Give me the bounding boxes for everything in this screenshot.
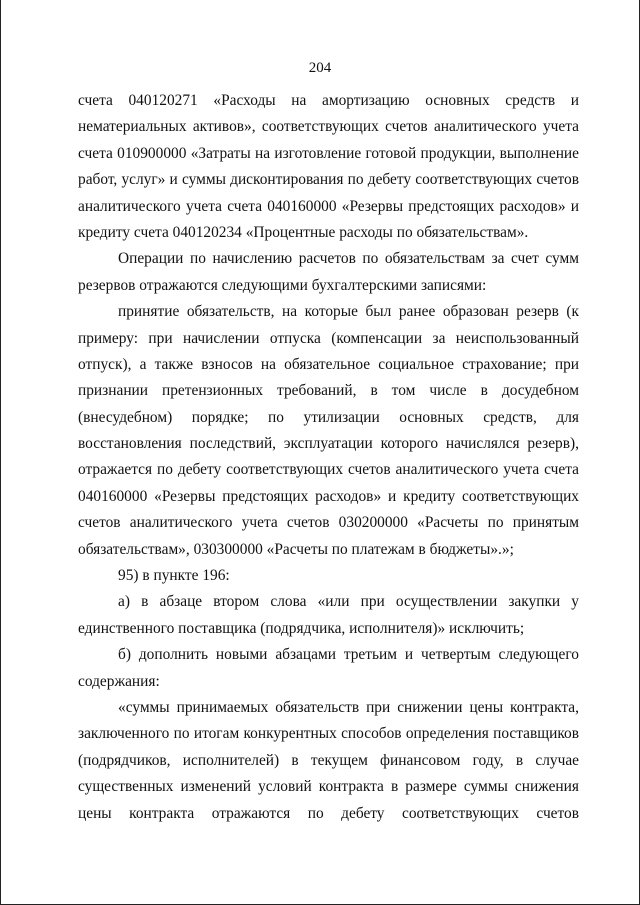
text-line: существенных изменений условий контракта в размере суммы снижения	[78, 778, 579, 796]
text-line: «суммы принимаемых обязательств при снижении цены контракта,	[118, 698, 579, 716]
text-line: счета 040120271 «Расходы на амортизацию основных средств и	[78, 92, 579, 109]
text-line: отражается по дебету соответствующих счетов аналитического учета счета	[78, 461, 579, 479]
text-line: (внесудебном) порядке; по утилизации основных средств, для	[78, 408, 579, 426]
text-line: 040160000 «Резервы предстоящих расходов» и кредиту соответствующих	[78, 487, 579, 505]
text-line: аналитического учета счета 040160000 «Резервы предстоящих расходов» и	[78, 197, 579, 215]
text-line: обязательствам», 030300000 «Расчеты по платежам в бюджеты».»;	[78, 540, 514, 558]
text-line: 95) в пункте 196:	[118, 567, 230, 585]
text-line: восстановления последствий, эксплуатации которого начислялся резерв),	[78, 435, 579, 453]
text-line: единственного поставщика (подрядчика, исполнителя)» исключить;	[78, 619, 525, 637]
text-line: счетов аналитического учета счетов 030200000 «Расчеты по принятым	[78, 514, 579, 532]
text-line: примеру: при начислении отпуска (компенсации за неиспользованный	[78, 329, 579, 347]
document-body	[78, 88, 579, 827]
text-line: (подрядчиков, исполнителей) в текущем финансовом году, в случае	[78, 751, 579, 769]
text-line: цены контракта отражаются по дебету соответствующих счетов	[78, 804, 579, 822]
text-line: признании претензионных требований, в том числе в досудебном	[78, 382, 579, 400]
text-line: содержания:	[78, 672, 160, 690]
text-line: а) в абзаце втором слова «или при осуществлении закупки у	[118, 593, 579, 611]
text-line: кредиту счета 040120234 «Процентные расходы по обязательствам».	[78, 223, 529, 241]
text-line: счета 010900000 «Затраты на изготовление готовой продукции, выполнение	[78, 144, 579, 162]
text-line: принятие обязательств, на которые был ранее образован резерв (к	[118, 303, 579, 321]
text-line: отпуск), а также взносов на обязательное социальное страхование; при	[78, 355, 579, 373]
page-number: 204	[308, 60, 332, 76]
text-line: работ, услуг» и суммы дисконтирования по дебету соответствующих счетов	[78, 171, 579, 189]
text-line: резервов отражаются следующими бухгалтерскими записями:	[78, 276, 487, 294]
text-line: б) дополнить новыми абзацами третьим и четвертым следующего	[118, 646, 579, 664]
text-line: заключенного по итогам конкурентных способов определения поставщиков	[78, 725, 579, 743]
text-line: нематериальных активов», соответствующих счетов аналитического учета	[78, 118, 579, 136]
text-line: Операции по начислению расчетов по обязательствам за счет сумм	[118, 250, 579, 268]
